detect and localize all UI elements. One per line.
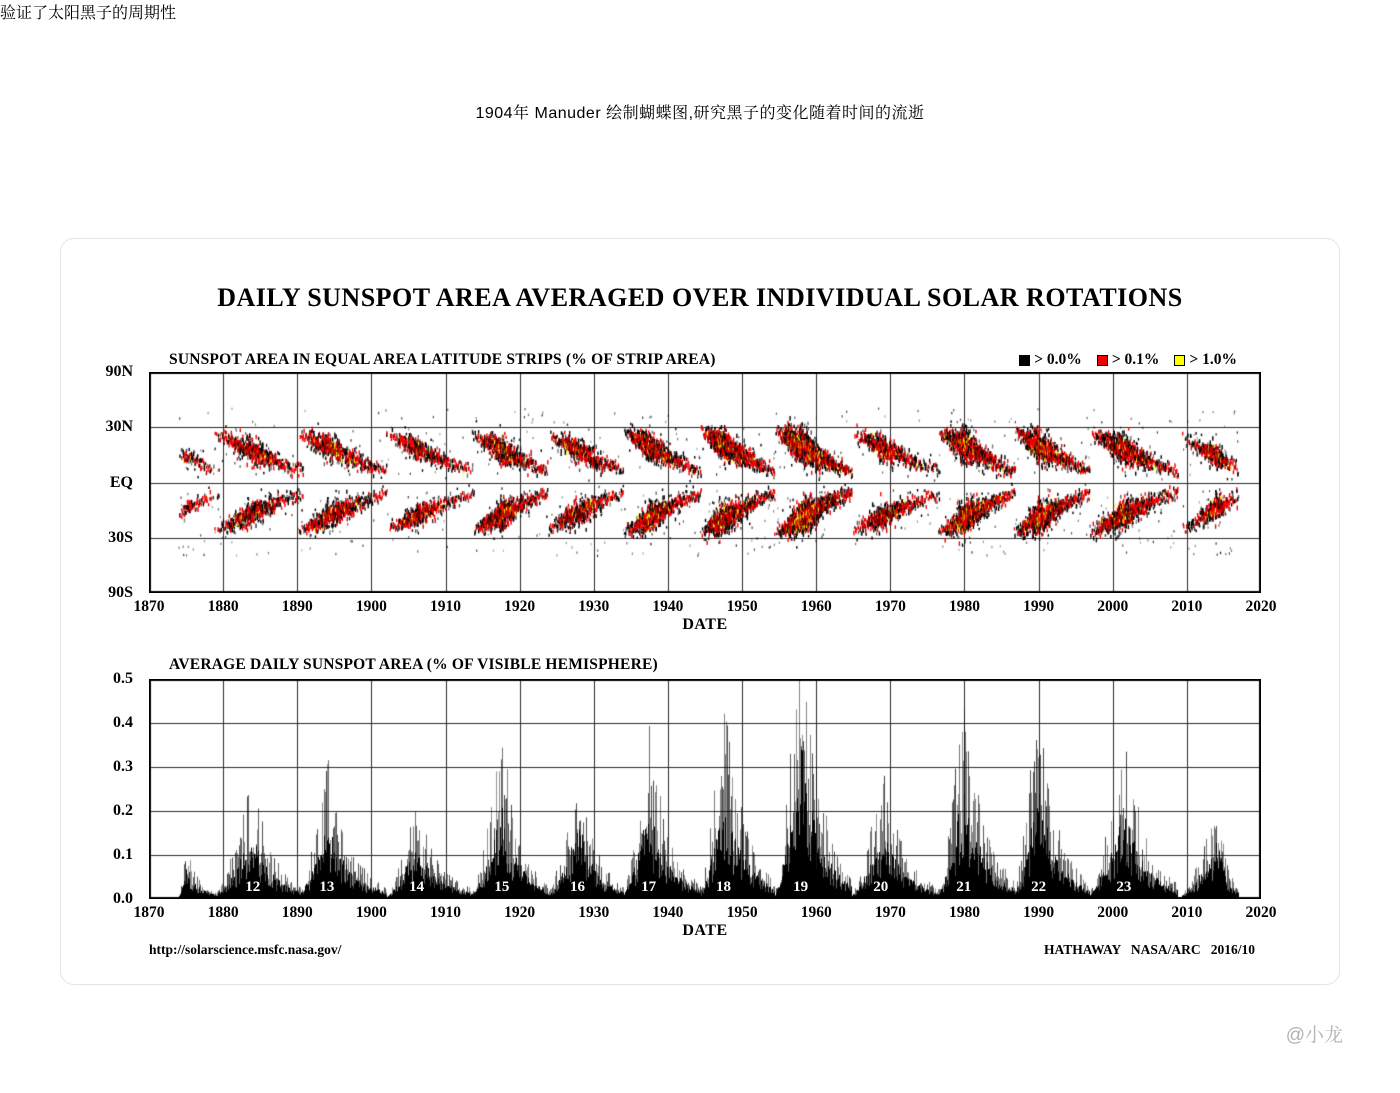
y-tick-label: 30S — [108, 528, 133, 546]
butterfly-x-axis — [133, 598, 1277, 616]
legend-item — [1174, 351, 1237, 369]
x-tick-label: 1920 — [504, 904, 536, 921]
y-tick-label: 0.4 — [113, 714, 133, 731]
x-tick-label: 1950 — [726, 598, 758, 615]
cycle-number: 22 — [1031, 879, 1047, 895]
y-tick-label: EQ — [109, 473, 133, 491]
x-tick-label: 1960 — [800, 904, 832, 921]
x-tick-label: 1890 — [281, 598, 313, 615]
x-tick-label: 1940 — [652, 904, 684, 921]
x-tick-label: 2000 — [1097, 598, 1129, 615]
area-y-axis — [61, 670, 141, 907]
page-subtitle: 验证了太阳黑子的周期性 — [0, 5, 177, 22]
legend-label: > 0.0% — [1034, 351, 1082, 368]
y-tick-label: 90S — [108, 584, 133, 601]
x-tick-label: 1980 — [948, 598, 980, 615]
legend — [1019, 351, 1237, 369]
x-tick-label: 1870 — [133, 904, 165, 921]
x-tick-label: 2020 — [1245, 598, 1277, 615]
x-tick-label: 1950 — [726, 904, 758, 921]
area-panel-header — [169, 656, 1237, 674]
butterfly-plot-canvas — [149, 372, 1261, 593]
cycle-number: 13 — [319, 879, 335, 895]
cycle-number: 20 — [873, 879, 889, 895]
y-tick-label: 0.3 — [113, 758, 133, 775]
cycle-number: 21 — [956, 879, 972, 895]
x-tick-label: 1880 — [207, 598, 239, 615]
butterfly-panel-header — [169, 351, 1237, 369]
x-tick-label: 2010 — [1171, 598, 1203, 615]
legend-label: > 1.0% — [1189, 351, 1237, 368]
butterfly-y-axis — [61, 363, 141, 601]
legend-swatch-icon — [1174, 355, 1185, 366]
x-tick-label: 1930 — [578, 598, 610, 615]
x-tick-label: 1930 — [578, 904, 610, 921]
cycle-number: 19 — [793, 879, 809, 895]
legend-label: > 0.1% — [1111, 351, 1160, 368]
y-tick-label: 0.0 — [113, 890, 133, 907]
legend-swatch-icon — [1097, 355, 1108, 366]
legend-item — [1097, 351, 1160, 369]
y-tick-label: 90N — [105, 363, 133, 380]
x-tick-label: 1910 — [430, 598, 462, 615]
area-panel-label: AVERAGE DAILY SUNSPOT AREA (% OF VISIBLE HEMISPHERE) — [169, 656, 658, 673]
x-tick-label: 1920 — [504, 598, 536, 615]
butterfly-x-axis-title: DATE — [682, 616, 728, 633]
cycle-number: 14 — [409, 879, 425, 895]
area-x-axis-title: DATE — [682, 922, 728, 939]
x-tick-label: 1870 — [133, 598, 165, 615]
cycle-number: 12 — [245, 879, 261, 895]
chart-card — [60, 238, 1340, 985]
cycle-number: 15 — [494, 879, 510, 895]
cycle-number: 18 — [716, 879, 732, 895]
source-url: http://solarscience.msfc.nasa.gov/ — [149, 942, 342, 957]
y-tick-label: 0.2 — [113, 802, 133, 819]
x-tick-label: 1970 — [874, 598, 906, 615]
page-title: 1904年 Manuder 绘制蝴蝶图,研究黑子的变化随着时间的流逝 — [475, 105, 925, 122]
x-tick-label: 1970 — [874, 904, 906, 921]
x-tick-label: 1990 — [1023, 598, 1055, 615]
y-tick-label: 30N — [105, 418, 133, 436]
area-x-axis — [133, 904, 1277, 922]
area-plot-canvas — [149, 679, 1261, 899]
watermark: @小龙 — [1285, 1025, 1343, 1046]
x-tick-label: 1900 — [355, 904, 387, 921]
x-tick-label: 2000 — [1097, 904, 1129, 921]
cycle-number: 17 — [641, 879, 657, 895]
legend-item — [1019, 351, 1082, 369]
x-tick-label: 1980 — [948, 904, 980, 921]
x-tick-label: 2020 — [1245, 904, 1277, 921]
x-tick-label: 1960 — [800, 598, 832, 615]
x-tick-label: 1990 — [1023, 904, 1055, 921]
x-tick-label: 1910 — [430, 904, 462, 921]
chart-title: DAILY SUNSPOT AREA AVERAGED OVER INDIVIDUAL SOLAR ROTATIONS — [217, 283, 1183, 312]
butterfly-panel-label: SUNSPOT AREA IN EQUAL AREA LATITUDE STRIPS (% OF STRIP AREA) — [169, 351, 716, 368]
cycle-number: 16 — [569, 879, 585, 895]
x-tick-label: 1890 — [281, 904, 313, 921]
x-tick-label: 1940 — [652, 598, 684, 615]
x-tick-label: 1900 — [355, 598, 387, 615]
x-tick-label: 2010 — [1171, 904, 1203, 921]
y-tick-label: 0.5 — [113, 670, 133, 687]
credit-text: HATHAWAY NASA/ARC 2016/10 — [1043, 942, 1255, 957]
legend-swatch-icon — [1019, 355, 1030, 366]
cycle-number: 23 — [1116, 879, 1132, 895]
y-tick-label: 0.1 — [113, 846, 133, 863]
x-tick-label: 1880 — [207, 904, 239, 921]
